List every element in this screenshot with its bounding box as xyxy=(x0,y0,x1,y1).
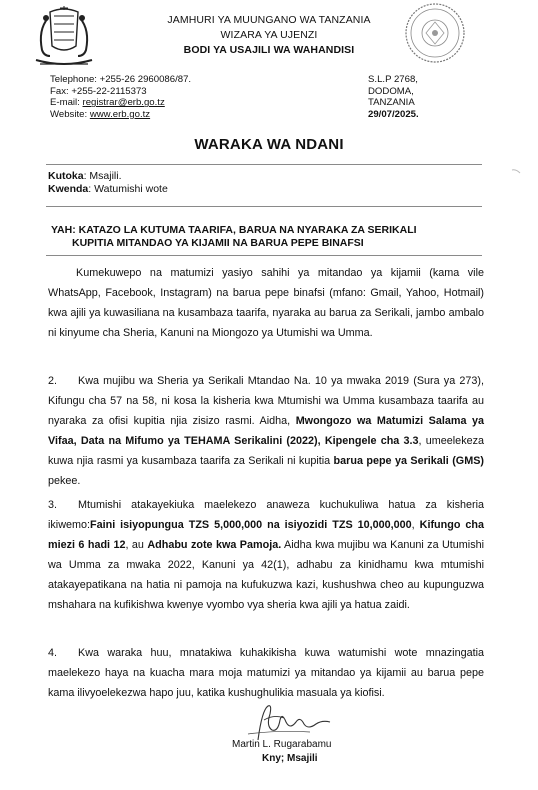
country: TANZANIA xyxy=(368,97,415,109)
page-mark xyxy=(511,168,521,176)
po-box: S.L.P 2768, xyxy=(368,74,418,85)
paragraph-3: 3. Mtumishi atakayekiuka maelekezo anaweza kuchukuliwa hatua za kisheria ikiwemo:Faini isiyopungua TZS 5,000,000 na isiyozidi TZS 10,000,000, Kifungo cha miezi 6 hadi 12, au Adhabu zote kwa Pamoja. Aidha kwa mujibu wa Kanuni za Utumishi wa Umma za mwaka 2022, Kanuni ya 42(1), adhabu za kinidhamu kwa mtumishi atakayepatikana na hatia ni pamoja na kufukuzwa kazi, kushushwa cheo au kupunguzwa mshahara na kufikishwa kwenye vyombo vya sheria kwa ajili ya hatua zaidi. xyxy=(48,495,484,615)
website-link[interactable]: www.erb.go.tz xyxy=(89,108,151,120)
subject-line-2: KUPITIA MITANDAO YA KIJAMII NA BARUA PEPE BINAFSI xyxy=(72,237,364,249)
document-title: WARAKA WA NDANI xyxy=(194,136,344,153)
to-line xyxy=(48,183,168,195)
from-line xyxy=(48,170,122,182)
to-label: Kwenda xyxy=(48,183,89,195)
paragraph-2: 2. Kwa mujibu wa Sheria ya Serikali Mtandao Na. 10 ya mwaka 2019 (Sura ya 273), Kifungu cha 57 na 58, ni kosa la kisheria kwa Mtumishi wa Umma kusambaza taarifa au nyaraka za ofisi kupitia njia zisizo rasmi. Aidha, Mwongozo wa Matumizi Salama ya Vifaa, Data na Mifumo ya TEHAMA Serikalini (2022), Kipengele cha 3.3, umeelekeza kuwa njia rasmi ya kusambaza taarifa za Serikali ni kupitia barua pepe ya Serikali (GMS) pekee. xyxy=(48,371,484,491)
contact-block xyxy=(50,74,191,120)
divider xyxy=(46,164,482,165)
email-link[interactable]: registrar@erb.go.tz xyxy=(82,97,165,109)
from-value: : Msajili. xyxy=(83,170,122,182)
telephone: Telephone: +255-26 2960086/87. xyxy=(50,74,192,85)
paragraph-4: 4. Kwa waraka huu, mnatakiwa kuhakikisha kuwa watumishi wote mnazingatia maelekezo haya na kuacha mara moja matumizi ya mitandao ya kijamii au barua pepe kama ilivyoelekezwa hapo juu, katika kushughulikia masuala ya kiofisi. xyxy=(48,643,484,703)
letterhead-country: JAMHURI YA MUUNGANO WA TANZANIA xyxy=(167,14,371,26)
letterhead-ministry: WIZARA YA UJENZI xyxy=(220,29,318,41)
email-label: E-mail: xyxy=(50,97,83,109)
board-seal-icon xyxy=(396,2,474,64)
from-label: Kutoka xyxy=(48,170,84,182)
paragraph-number: 4. xyxy=(48,647,58,659)
fax: Fax: +255-22-2115373 xyxy=(50,85,147,97)
website-line xyxy=(50,109,191,121)
paragraph-1: Kumekuwepo na matumizi yasiyo sahihi ya mitandao ya kijamii (kama vile WhatsApp, Facebook, Instagram) na barua pepe binafsi (mfano: Gmail, Yahoo, Hotmail) kwa ajili ya kuwasiliana na kusambaza taarifa, nyaraka au barua za Serikali, jambo ambalo ni kinyume cha Sheria, Kanuni na Miongozo ya Utumishi wa Umma. xyxy=(48,267,484,339)
signatory-title: Kny; Msajili xyxy=(262,753,318,764)
signatory-name: Martin L. Rugarabamu xyxy=(232,739,332,750)
divider xyxy=(46,255,482,256)
subject-line-1: YAH: KATAZO LA KUTUMA TAARIFA, BARUA NA NYARAKA ZA SERIKALI xyxy=(51,224,417,236)
website-label: Website: xyxy=(50,108,90,120)
paragraph-number: 2. xyxy=(48,375,58,387)
subject xyxy=(51,224,481,250)
paragraph-number: 3. xyxy=(48,499,58,511)
city: DODOMA, xyxy=(368,85,414,97)
email-line xyxy=(50,97,191,109)
letterhead-board: BODI YA USAJILI WA WAHANDISI xyxy=(183,44,355,56)
to-value: : Watumishi wote xyxy=(88,183,168,195)
divider xyxy=(46,206,482,207)
date: 29/07/2025. xyxy=(368,108,419,120)
address-block xyxy=(368,74,419,120)
